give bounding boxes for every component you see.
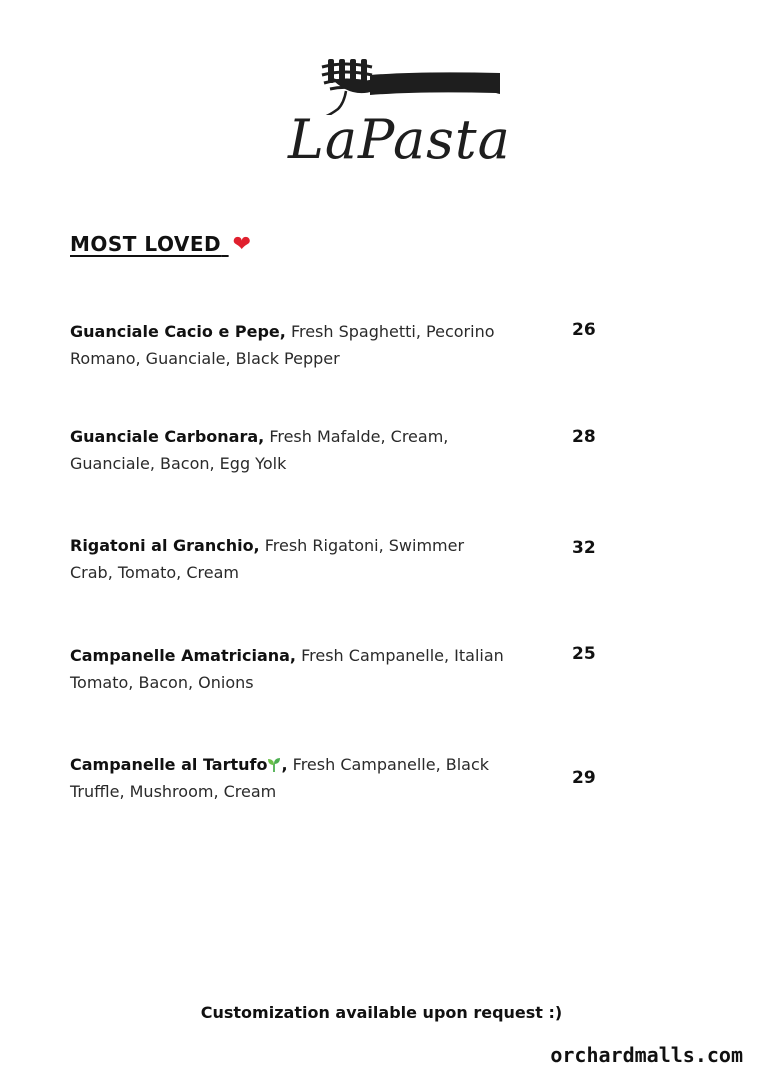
menu-item-name: Guanciale Cacio e Pepe,	[70, 322, 286, 341]
menu-item-text	[70, 642, 510, 696]
menu-item	[70, 532, 610, 586]
menu-item-description: Fresh Campanelle, Italian Tomato, Bacon, Onions	[70, 646, 504, 692]
menu-item-name-suffix: ,	[281, 755, 288, 774]
menu-item-description: Fresh Rigatoni, Swimmer Crab, Tomato, Cream	[70, 536, 465, 582]
menu-item	[70, 642, 610, 696]
section-title-label: MOST LOVED	[70, 232, 222, 256]
menu-item	[70, 318, 610, 372]
menu-item-name: Campanelle al Tartufo	[70, 755, 268, 774]
menu-item-price: 26	[572, 320, 596, 340]
menu-item-text	[70, 423, 510, 477]
menu-item-price: 29	[572, 768, 596, 788]
sprout-icon	[267, 756, 281, 772]
menu-item	[70, 423, 610, 477]
menu-item-name: Guanciale Carbonara,	[70, 427, 265, 446]
menu-item-description: Fresh Campanelle, Black Truffle, Mushroom, Cream	[70, 755, 490, 801]
menu-item-text	[70, 751, 510, 805]
menu-item-name: Rigatoni al Granchio,	[70, 536, 260, 555]
menu-item-price: 28	[572, 427, 596, 447]
menu-item-text	[70, 532, 510, 586]
menu-item-price: 32	[572, 538, 596, 558]
brand-logotype: LaPasta	[288, 108, 511, 171]
section-title	[70, 232, 252, 257]
menu-item-description: Fresh Mafalde, Cream, Guanciale, Bacon, Egg Yolk	[70, 427, 449, 473]
watermark: orchardmalls.com	[550, 1043, 743, 1067]
fork-spaghetti-icon	[300, 55, 500, 115]
menu-item-price: 25	[572, 644, 596, 664]
footer-note: Customization available upon request :)	[200, 1003, 563, 1022]
menu-item-description: Fresh Spaghetti, Pecorino Romano, Guanciale, Black Pepper	[70, 322, 495, 368]
menu-item-name: Campanelle Amatriciana,	[70, 646, 296, 665]
brand-logo	[280, 55, 511, 190]
heart-icon: ❤	[232, 232, 252, 257]
menu-item	[70, 751, 610, 805]
menu-item-text	[70, 318, 510, 372]
